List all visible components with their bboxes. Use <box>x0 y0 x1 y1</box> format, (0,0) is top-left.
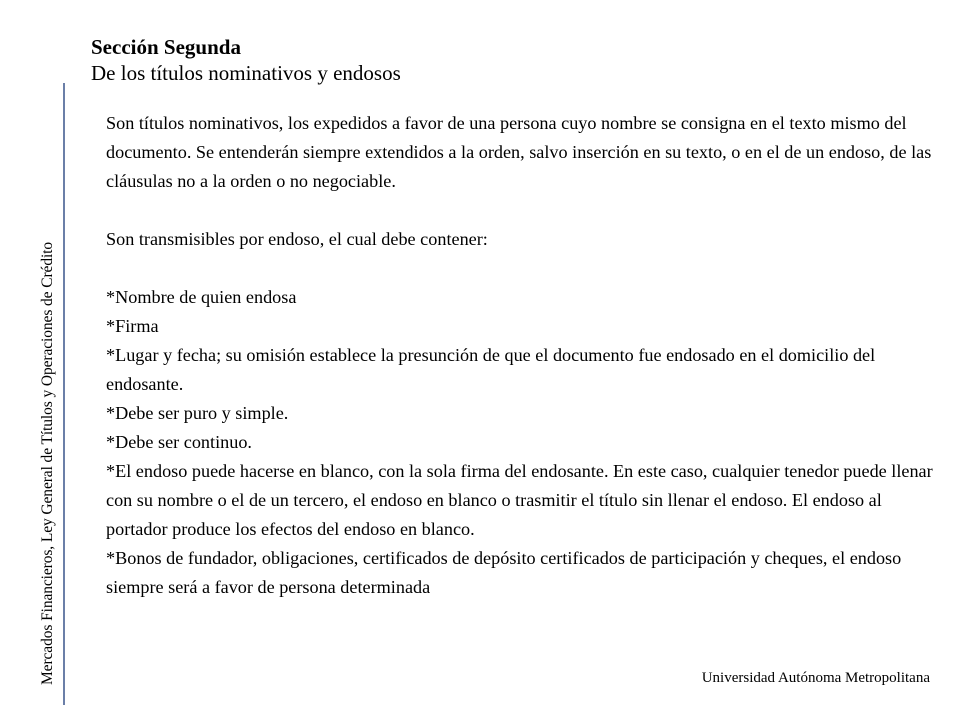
paragraph-spacer <box>106 196 936 225</box>
lead-paragraph: Son transmisibles por endoso, el cual debe contener: <box>106 229 488 249</box>
list-item: *Firma <box>106 316 159 336</box>
footer-institution: Universidad Autónoma Metropolitana <box>701 670 930 686</box>
slide-header <box>91 34 401 86</box>
section-subtitle: De los títulos nominativos y endosos <box>91 61 401 85</box>
side-course-label: Mercados Financieros, Ley General de Títulos y Operaciones de Crédito <box>39 241 56 685</box>
side-divider-rule <box>63 83 65 705</box>
list-item: *Nombre de quien endosa <box>106 287 297 307</box>
list-item: *El endoso puede hacerse en blanco, con la sola firma del endosante. En este caso, cualquier tenedor puede llenar con su nombre o el de un tercero, el endoso en blanco o trasmitir el título sin llenar el endoso. El endoso al portador produce los efectos del endoso en blanco. <box>106 461 933 539</box>
list-item: *Lugar y fecha; su omisión establece la presunción de que el documento fue endosado en el domicilio del endosante. <box>106 345 876 394</box>
list-item: *Debe ser puro y simple. <box>106 403 289 423</box>
slide-body <box>106 109 936 602</box>
intro-paragraph: Son títulos nominativos, los expedidos a favor de una persona cuyo nombre se consigna en el texto mismo del documento. Se entenderán siempre extendidos a la orden, salvo inserción en su texto, o en el de un endoso, de las cláusulas no a la orden o no negociable. <box>106 113 932 191</box>
paragraph-spacer <box>106 254 936 283</box>
list-item: *Debe ser continuo. <box>106 432 252 452</box>
list-item: *Bonos de fundador, obligaciones, certificados de depósito certificados de participación y cheques, el endoso siempre será a favor de persona determinada <box>106 548 902 597</box>
section-title: Sección Segunda <box>91 35 241 59</box>
